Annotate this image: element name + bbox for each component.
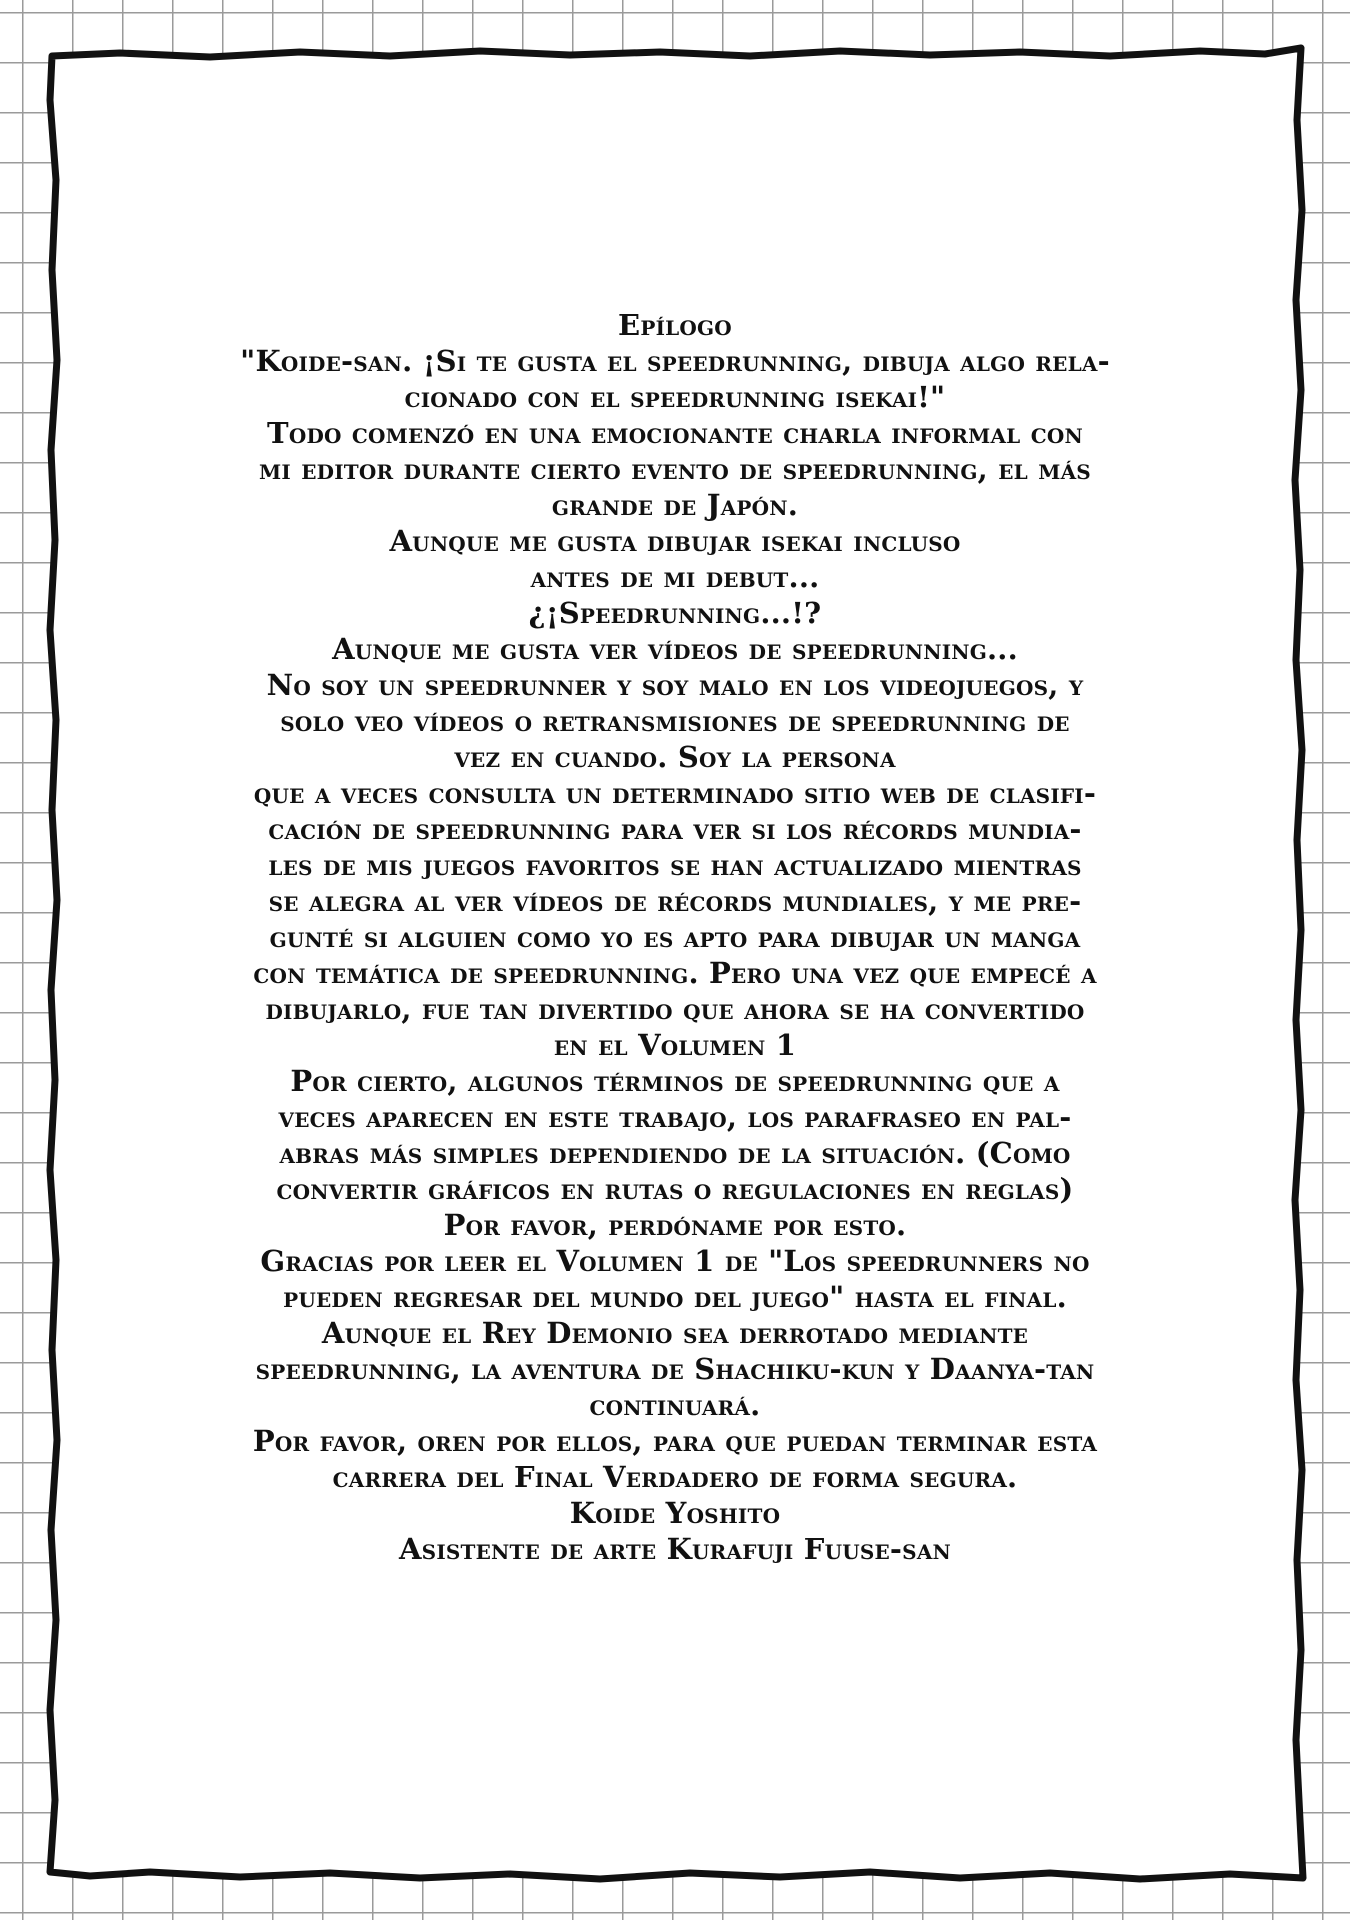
epilogue-text-line: vez en cuando. Soy la persona	[454, 740, 896, 774]
epilogue-text-line: Asistente de arte Kurafuji Fuuse-san	[398, 1532, 952, 1566]
epilogue-text-line: convertir gráficos en rutas o regulaciones en reglas)	[276, 1172, 1074, 1206]
epilogue-text-line: se alegra al ver vídeos de récords mundiales, y me pre-	[268, 884, 1082, 918]
epilogue-text-line: Koide Yoshito	[569, 1496, 781, 1530]
epilogue-text-line: Aunque me gusta ver vídeos de speedrunning...	[332, 632, 1018, 666]
epilogue-text-line: "Koide-san. ¡Si te gusta el speedrunning, dibuja algo rela-	[240, 344, 1110, 378]
epilogue-text-line: que a veces consulta un determinado sitio web de clasifi-	[253, 776, 1097, 810]
epilogue-text-line: grande de Japón.	[551, 488, 799, 522]
epilogue-text-line: speedrunning, la aventura de Shachiku-kun y Daanya-tan	[255, 1352, 1095, 1386]
epilogue-text-line: Por cierto, algunos términos de speedrunning que a	[290, 1064, 1060, 1098]
epilogue-text-line: No soy un speedrunner y soy malo en los videojuegos, y	[266, 668, 1084, 702]
epilogue-text-line: cación de speedrunning para ver si los récords mundia-	[268, 812, 1082, 846]
epilogue-text-line: Aunque me gusta dibujar isekai incluso	[389, 524, 961, 558]
epilogue-text-line: pueden regresar del mundo del juego" hasta el final.	[283, 1280, 1067, 1314]
epilogue-text-line: antes de mi debut...	[530, 560, 820, 594]
epilogue-text-line: carrera del Final Verdadero de forma segura.	[332, 1460, 1018, 1494]
epilogue-text-block	[170, 307, 1180, 1567]
epilogue-text-line: les de mis juegos favoritos se han actualizado mientras	[268, 848, 1082, 882]
epilogue-text-line: en el Volumen 1	[553, 1028, 797, 1062]
epilogue-text-line: Aunque el Rey Demonio sea derrotado mediante	[321, 1316, 1029, 1350]
epilogue-text-line: Por favor, perdóname por esto.	[443, 1208, 907, 1242]
epilogue-text-line: gunté si alguien como yo es apto para dibujar un manga	[269, 920, 1081, 954]
epilogue-text-line: ¿¡Speedrunning...!?	[528, 596, 822, 630]
epilogue-text-line: Todo comenzó en una emocionante charla informal con	[267, 416, 1083, 450]
epilogue-text-line: con temática de speedrunning. Pero una vez que empecé a	[253, 956, 1097, 990]
epilogue-text-line: cionado con el speedrunning isekai!"	[404, 380, 946, 414]
epilogue-text-line: mi editor durante cierto evento de speedrunning, el más	[259, 452, 1091, 486]
epilogue-text-line: veces aparecen en este trabajo, los parafraseo en pal-	[278, 1100, 1072, 1134]
epilogue-text-line: Gracias por leer el Volumen 1 de "Los speedrunners no	[260, 1244, 1090, 1278]
epilogue-text-line: Por favor, oren por ellos, para que puedan terminar esta	[252, 1424, 1098, 1458]
epilogue-title: Epílogo	[618, 308, 732, 342]
epilogue-text-line: dibujarlo, fue tan divertido que ahora se ha convertido	[265, 992, 1085, 1026]
epilogue-text-line: abras más simples dependiendo de la situación. (Como	[279, 1136, 1071, 1170]
epilogue-text-line: continuará.	[589, 1388, 761, 1422]
epilogue-text-line: solo veo vídeos o retransmisiones de speedrunning de	[280, 704, 1070, 738]
